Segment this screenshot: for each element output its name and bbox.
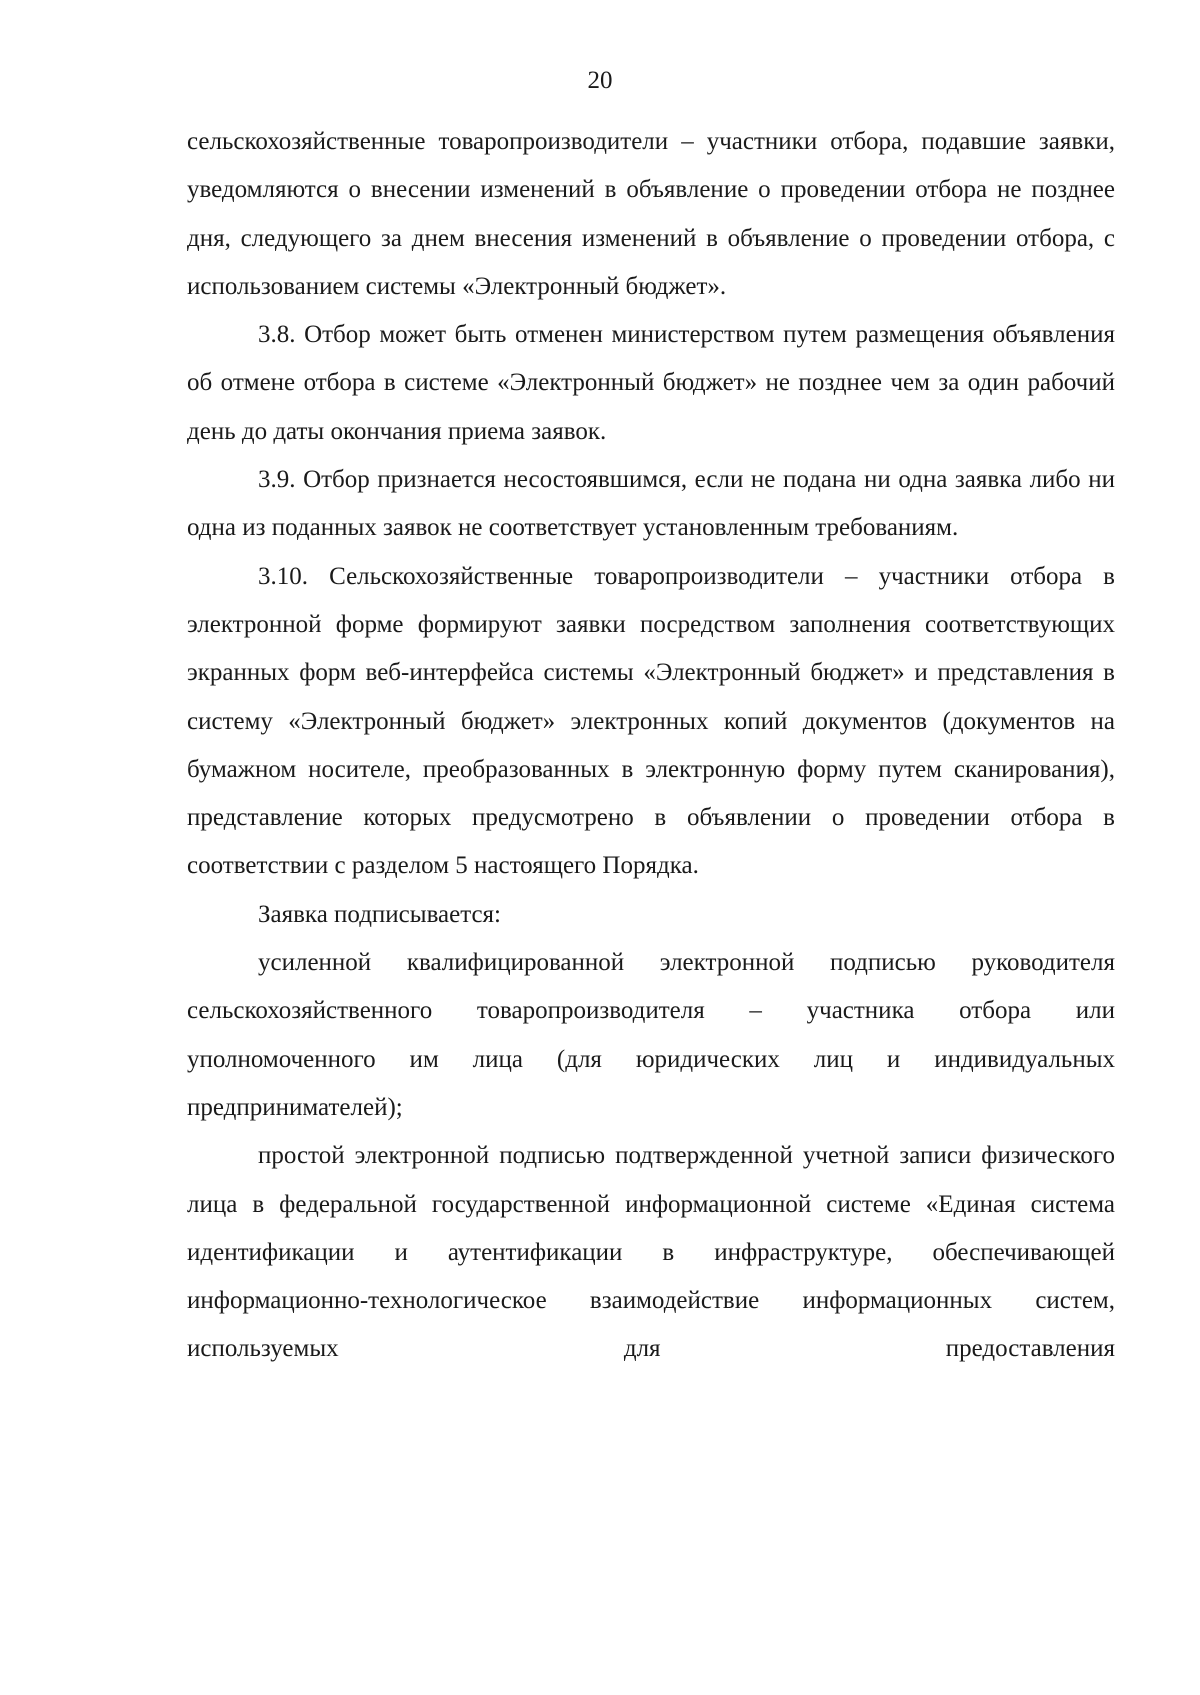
- page-number: 20: [587, 67, 613, 94]
- paragraph-simple-signature: простой электронной подписью подтвержденной учетной записи физического лица в федеральной государственной информационной системе «Единая система идентификации и аутентификации в инфраструктуре, обеспечивающей информационно-технологическое взаимодействие информационных систем, используемых для предоставления: [187, 1142, 1115, 1363]
- document-body: [187, 118, 1115, 1374]
- paragraph-qualified-signature: усиленной квалифицированной электронной подписью руководителя сельскохозяйственного товаропроизводителя – участника отбора или уполномоченного им лица (для юридических лиц и индивидуальных предпринимателей);: [187, 949, 1115, 1121]
- paragraph-3-9: 3.9. Отбор признается несостоявшимся, если не подана ни одна заявка либо ни одна из поданных заявок не соответствует установленным требованиям.: [187, 466, 1115, 542]
- paragraph-signing-intro: Заявка подписывается:: [258, 900, 502, 928]
- paragraph-continuation: сельскохозяйственные товаропроизводители – участники отбора, подавшие заявки, уведомляются о внесении изменений в объявление о проведении отбора не позднее дня, следующего за днем внесения изменений в объявление о проведении отбора, с использованием системы «Электронный бюджет».: [187, 128, 1115, 300]
- paragraph-3-10: 3.10. Сельскохозяйственные товаропроизводители – участники отбора в электронной форме формируют заявки посредством заполнения соответствующих экранных форм веб-интерфейса системы «Электронный бюджет» и представления в систему «Электронный бюджет» электронных копий документов (документов на бумажном носителе, преобразованных в электронную форму путем сканирования), представление которых предусмотрено в объявлении о проведении отбора в соответствии с разделом 5 настоящего Порядка.: [187, 562, 1115, 880]
- paragraph-3-8: 3.8. Отбор может быть отменен министерством путем размещения объявления об отмене отбора в системе «Электронный бюджет» не позднее чем за один рабочий день до даты окончания приема заявок.: [187, 321, 1115, 445]
